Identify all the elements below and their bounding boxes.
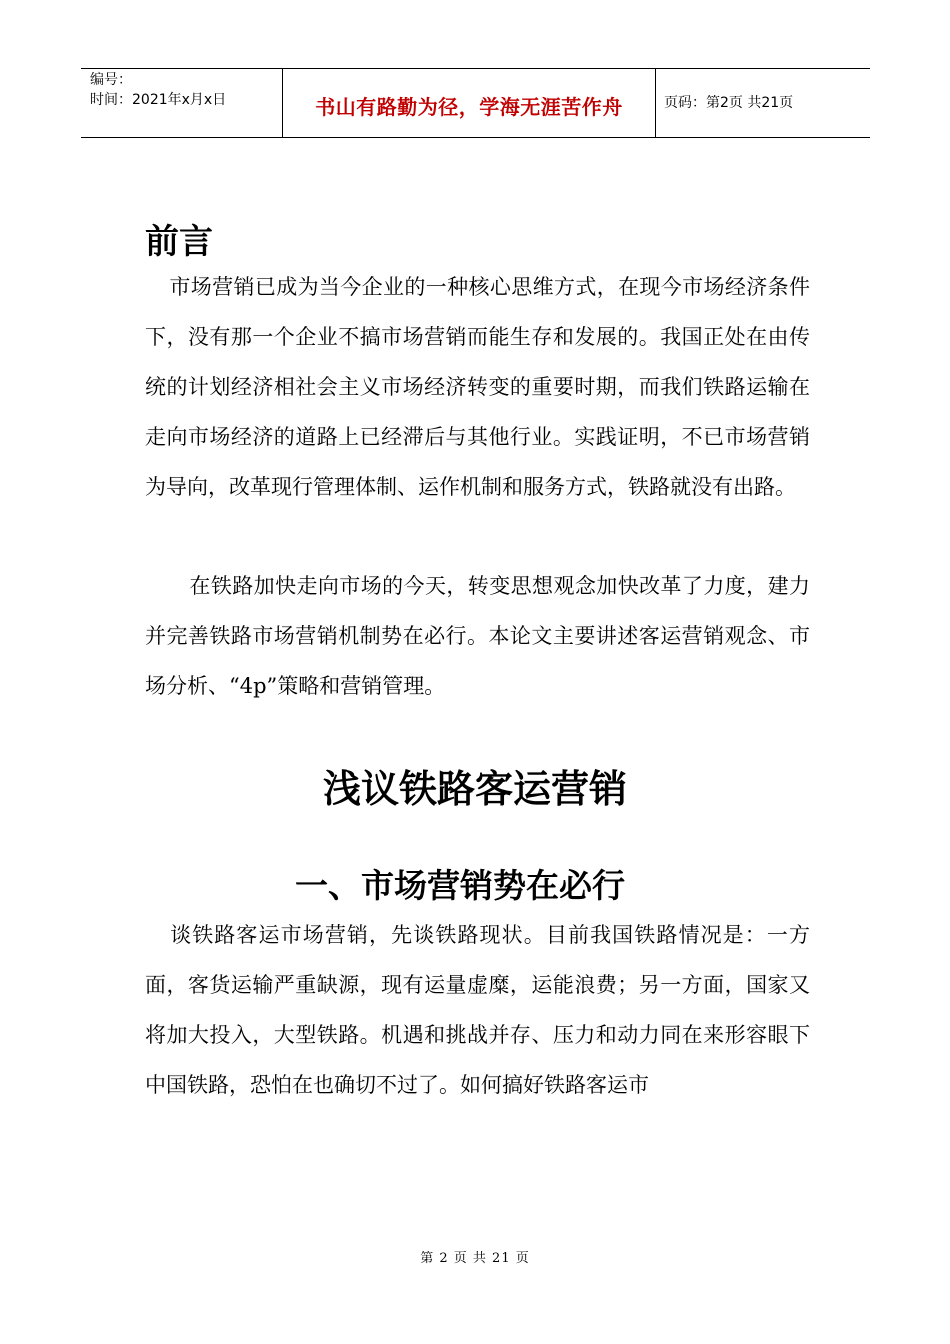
document-title: 浅议铁路客运营销 xyxy=(322,767,627,811)
section-heading: 一、市场营销势在必行 xyxy=(295,866,625,905)
preface-heading: 前言 xyxy=(145,222,213,262)
preface-paragraph-1 xyxy=(145,262,810,512)
preface-paragraph-1-text: 市场营销已成为当今企业的一种核心思维方式，在现今市场经济条件下，没有那一个企业不搞市场营销而能生存和发展的。我国正处在由传统的计划经济相社会主义市场经济转变的重要时期，而我们铁路运输在走向市场经济的道路上已经滞后与其他行业。实践证明，不已市场营销为导向，改革现行管理体制、运作机制和服务方式，铁路就没有出路。 xyxy=(145,275,810,499)
header-motto-cell xyxy=(282,69,656,137)
header-page-info: 页码：第2页 共21页 xyxy=(664,95,794,111)
section-paragraph-text: 谈铁路客运市场营销，先谈铁路现状。目前我国铁路情况是：一方面，客货运输严重缺源，现有运量虚糜，运能浪费；另一方面，国家又将加大投入，大型铁路。机遇和挑战并存、压力和动力同在来形容眼下中国铁路，恐怕在也确切不过了。如何搞好铁路客运市 xyxy=(145,923,810,1097)
document-header xyxy=(81,68,870,138)
section-paragraph xyxy=(145,910,810,1110)
preface-paragraph-2 xyxy=(145,561,810,711)
header-page-cell xyxy=(655,69,870,137)
page-footer: 第 2 页 共 21 页 xyxy=(420,1251,530,1266)
preface-paragraph-2-text: 在铁路加快走向市场的今天，转变思想观念加快改革了力度，建力并完善铁路市场营销机制势在必行。本论文主要讲述客运营销观念、市场分析、“4p”策略和营销管理。 xyxy=(145,574,810,698)
header-meta-cell xyxy=(81,69,282,137)
document-date-label: 时间：2021年x月x日 xyxy=(90,92,227,108)
header-motto: 书山有路勤为径，学海无涯苦作舟 xyxy=(315,95,623,119)
document-number-label: 编号： xyxy=(90,72,132,88)
